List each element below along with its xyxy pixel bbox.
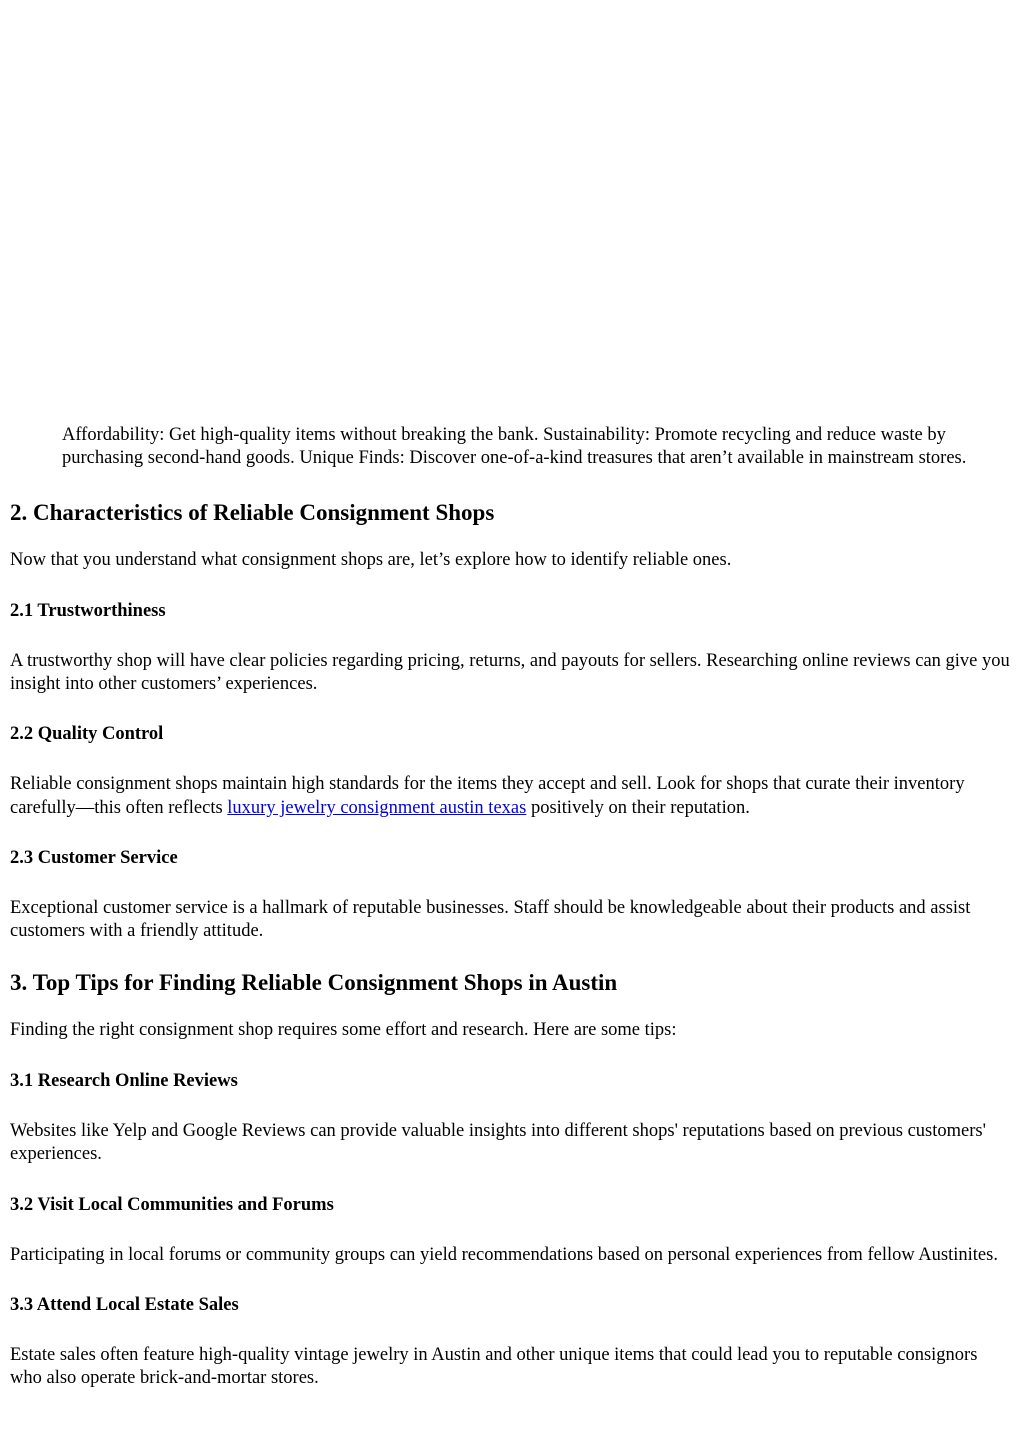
benefits-list [62, 424, 994, 471]
article-content [10, 499, 1010, 1391]
section-2-3-body: Exceptional customer service is a hallmark of reputable businesses. Staff should be knowledgeable about their products and assist customers with a friendly attitude. [10, 898, 971, 942]
section-2-1-body: A trustworthy shop will have clear policies regarding pricing, returns, and payouts for sellers. Researching online reviews can give you insight into other customers’ experiences. [10, 650, 1010, 695]
section-2-2-heading: 2.2 Quality Control [10, 724, 164, 745]
section-2-2-body [10, 773, 1010, 820]
section-2-3-heading: 2.3 Customer Service [10, 848, 178, 869]
section-2-2-body-after: positively on their reputation. [526, 797, 750, 818]
section-3-intro: Finding the right consignment shop requires some effort and research. Here are some tips: [10, 1019, 677, 1040]
blank-top-area [0, 0, 1024, 424]
section-3-3-heading: 3.3 Attend Local Estate Sales [10, 1294, 239, 1315]
section-3-2-body: Participating in local forums or community groups can yield recommendations based on personal experiences from fellow Austinites. [10, 1244, 998, 1265]
section-3-3-body: Estate sales often feature high-quality vintage jewelry in Austin and other unique items that could lead you to reputable consignors who also operate brick-and-mortar stores. [10, 1344, 978, 1389]
section-3-1-heading: 3.1 Research Online Reviews [10, 1070, 238, 1091]
benefits-list-text: Affordability: Get high-quality items without breaking the bank. Sustainability: Promote recycling and reduce waste by purchasing second-hand goods. Unique Finds: Discover one-of-a-kind treasures that aren’t available in mainstream stores. [62, 425, 967, 469]
section-2-2-body-before: Reliable consignment shops maintain high standards for the items they accept and sell. Look for shops that curate their inventory carefully—this often reflects [10, 774, 965, 818]
luxury-jewelry-link[interactable]: luxury jewelry consignment austin texas [227, 797, 527, 818]
section-2-intro: Now that you understand what consignment shops are, let’s explore how to identify reliable ones. [10, 549, 732, 570]
section-2-heading: 2. Characteristics of Reliable Consignment Shops [10, 499, 495, 525]
section-3-2-heading: 3.2 Visit Local Communities and Forums [10, 1194, 334, 1215]
section-3-heading: 3. Top Tips for Finding Reliable Consignment Shops in Austin [10, 969, 618, 995]
section-2-1-heading: 2.1 Trustworthiness [10, 600, 166, 621]
section-3-1-body: Websites like Yelp and Google Reviews can provide valuable insights into different shops' reputations based on previous customers' experiences. [10, 1120, 986, 1165]
